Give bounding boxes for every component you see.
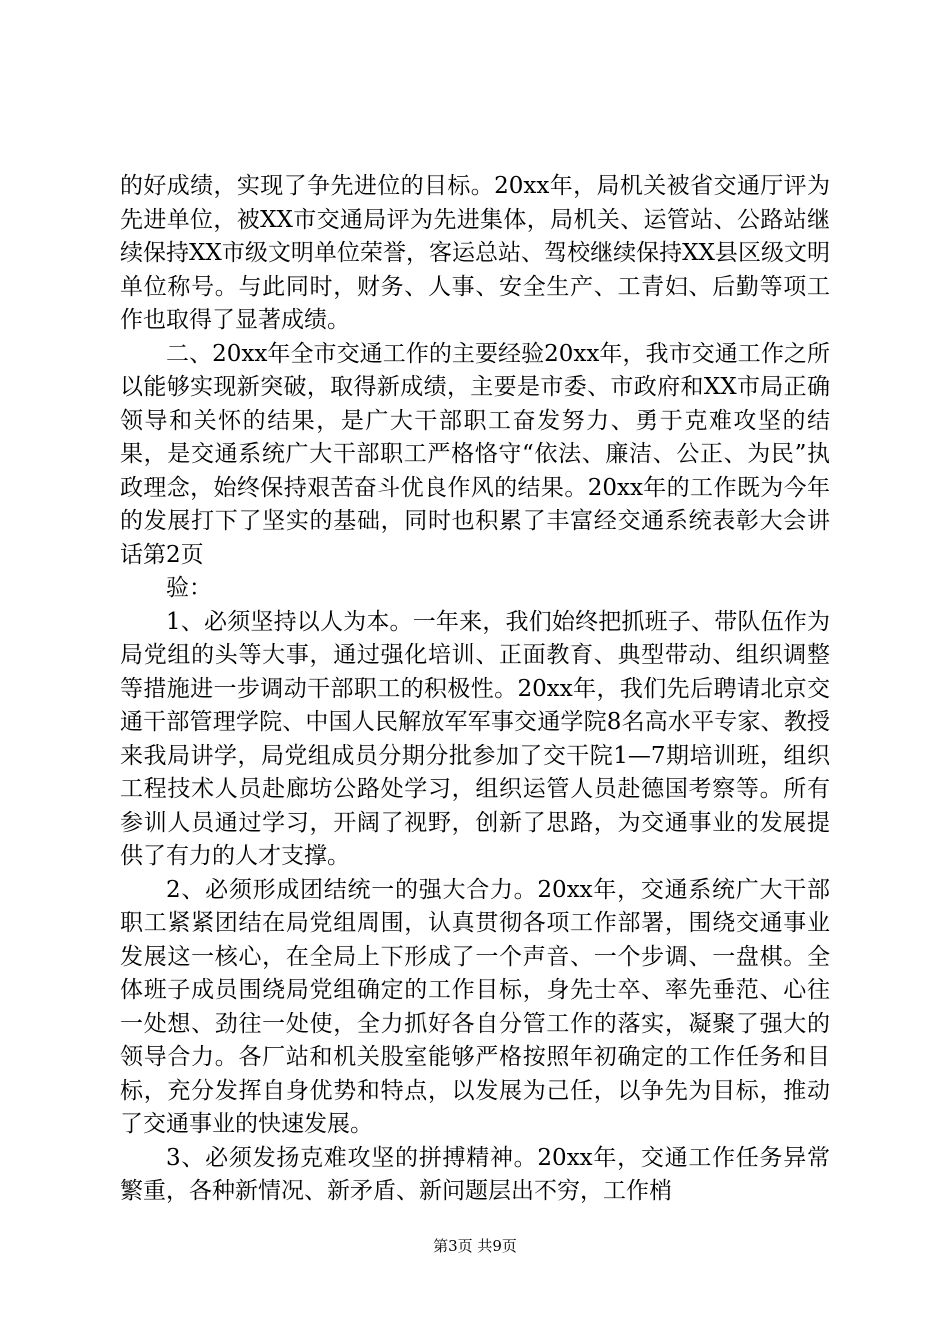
paragraph-point-three: 3、必须发扬克难攻坚的拼搏精神。20xx年，交通工作任务异常繁重，各种新情况、新矛盾、新问题层出不穷，工作梢 (120, 1144, 830, 1204)
page-footer: 第3页 共9页 (433, 1237, 517, 1255)
paragraph-section-two: 二、20xx年全市交通工作的主要经验20xx年，我市交通工作之所以能够实现新突破，取得新成绩，主要是市委、市政府和XX市局正确领导和关怀的结果，是广大干部职工奋发努力、勇于克难攻坚的结果，是交通系统广大干部职工严格恪守“依法、廉洁、公正、为民”执政理念，始终保持艰苦奋斗优良作风的结果。20xx年的工作既为今年的发展打下了坚实的基础，同时也积累了丰富经交通系统表彰大会讲话第2页 (120, 340, 830, 568)
paragraph-experience-label: 验： (166, 575, 212, 601)
document-body (120, 170, 830, 1209)
paragraph-point-two: 2、必须形成团结统一的强大合力。20xx年，交通系统广大干部职工紧紧团结在局党组周围，认真贯彻各项工作部署，围绕交通事业发展这一核心，在全局上下形成了一个声音、一个步调、一盘棋。全体班子成员围绕局党组确定的工作目标，身先士卒、率先垂范、心往一处想、劲往一处使，全力抓好各自分管工作的落实，凝聚了强大的领导合力。各厂站和机关股室能够严格按照年初确定的工作任务和目标，充分发挥自身优势和特点，以发展为己任，以争先为目标，推动了交通事业的快速发展。 (120, 876, 830, 1137)
paragraph-point-one: 1、必须坚持以人为本。一年来，我们始终把抓班子、带队伍作为局党组的头等大事，通过强化培训、正面教育、典型带动、组织调整等措施进一步调动干部职工的积极性。20xx年，我们先后聘请北京交通干部管理学院、中国人民解放军军事交通学院8名高水平专家、教授来我局讲学，局党组成员分期分批参加了交干院1—7期培训班，组织工程技术人员赴廊坊公路处学习，组织运管人员赴德国考察等。所有参训人员通过学习，开阔了视野，创新了思路，为交通事业的发展提供了有力的人才支撑。 (120, 608, 830, 869)
paragraph-continuation: 的好成绩，实现了争先进位的目标。20xx年，局机关被省交通厅评为先进单位，被XX市交通局评为先进集体，局机关、运管站、公路站继续保持XX市级文明单位荣誉，客运总站、驾校继续保持XX县区级文明单位称号。与此同时，财务、人事、安全生产、工青妇、后勤等项工作也取得了显著成绩。 (120, 173, 830, 333)
